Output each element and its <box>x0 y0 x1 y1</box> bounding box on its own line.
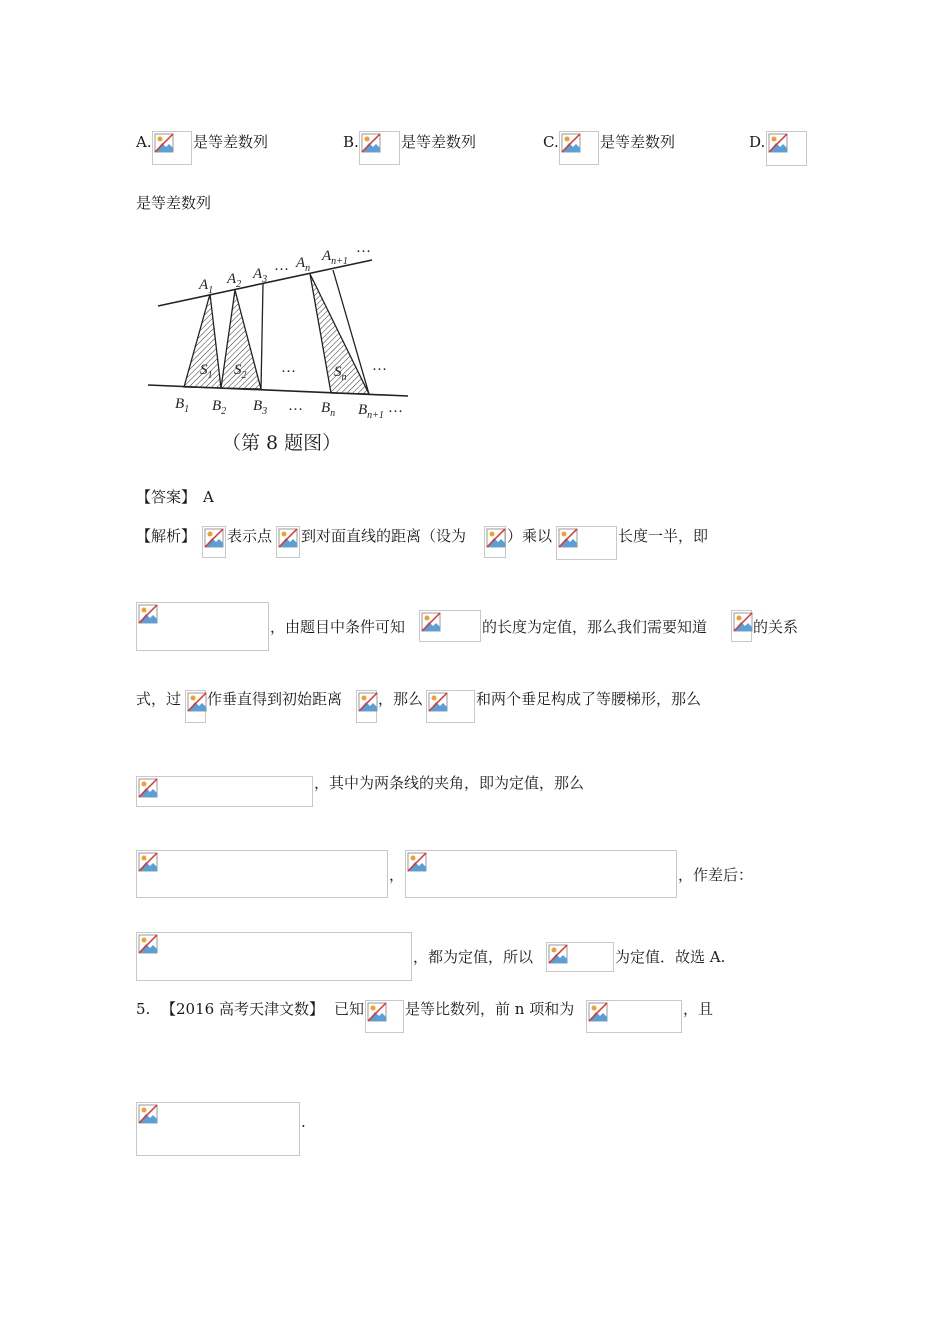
label-an: $A_n$ <box>296 255 311 274</box>
label-right-dots: … <box>372 358 387 374</box>
q5-text-4: . <box>301 1113 306 1131</box>
broken-image-icon <box>365 1000 404 1033</box>
figure-caption: （第 8 题图） <box>222 432 342 454</box>
label-bottom-dots-end: … <box>388 400 403 416</box>
option-a-text: 是等差数列 <box>193 133 269 151</box>
broken-image-icon <box>276 526 300 558</box>
broken-image-icon <box>136 850 388 898</box>
q5-text-1: 已知 <box>334 1000 365 1018</box>
analysis-text-3: ）乘以 <box>507 527 553 545</box>
segment-a3 <box>261 284 263 389</box>
q5-text-3: ，且 <box>683 1000 714 1018</box>
label-a3: $A_3$ <box>253 266 268 285</box>
analysis-text-10: ，那么 <box>378 690 424 708</box>
answer-label: 【答案】 <box>136 488 197 506</box>
broken-image-icon <box>152 131 192 165</box>
label-top-dots: … <box>274 258 289 274</box>
analysis-text-13: ， <box>389 866 405 884</box>
analysis-text-15: ，都为定值，所以 <box>413 948 534 966</box>
label-a1: $A_1$ <box>199 277 214 296</box>
label-a2: $A_2$ <box>227 271 242 290</box>
label-s2: $S_2$ <box>234 362 247 381</box>
analysis-text-7: 的关系 <box>753 618 799 636</box>
broken-image-icon <box>405 850 677 898</box>
label-top-dots-end: … <box>356 240 371 256</box>
option-a-label: A. <box>136 133 152 151</box>
broken-image-icon <box>136 602 269 651</box>
option-d-text: 是等差数列 <box>136 194 212 212</box>
label-b2: $B_2$ <box>212 398 227 417</box>
analysis-label: 【解析】 <box>136 527 197 545</box>
broken-image-icon <box>426 690 475 723</box>
broken-image-icon <box>546 942 614 972</box>
q5-number: 5. <box>136 1000 151 1018</box>
analysis-text-4: 长度一半，即 <box>618 527 709 545</box>
broken-image-icon <box>359 131 400 165</box>
broken-image-icon <box>556 526 617 560</box>
option-b-text: 是等差数列 <box>401 133 477 151</box>
option-c-label: C. <box>543 133 559 151</box>
analysis-text-2: 到对面直线的距离（设为 <box>301 527 467 545</box>
option-c-text: 是等差数列 <box>600 133 676 151</box>
q5-text-2: 是等比数列，前 n 项和为 <box>405 1000 575 1018</box>
label-bottom-dots: … <box>288 398 303 414</box>
analysis-text-9: 作垂直得到初始距离 <box>207 690 343 708</box>
label-s1: $S_1$ <box>200 362 213 381</box>
label-b1: $B_1$ <box>175 396 190 415</box>
analysis-text-16: 为定值．故选 A. <box>615 948 726 966</box>
broken-image-icon <box>766 131 807 166</box>
analysis-text-5: ，由题目中条件可知 <box>270 618 406 636</box>
analysis-text-11: 和两个垂足构成了等腰梯形，那么 <box>476 690 702 708</box>
broken-image-icon <box>731 610 752 642</box>
option-b-label: B. <box>343 133 359 151</box>
label-bn: $B_n$ <box>321 400 336 419</box>
label-middle-dots: … <box>281 360 296 376</box>
broken-image-icon <box>136 1102 300 1156</box>
broken-image-icon <box>136 776 313 807</box>
label-sn: $S_n$ <box>334 364 347 383</box>
broken-image-icon <box>586 1000 682 1033</box>
broken-image-icon <box>484 526 506 558</box>
q5-source: 【2016 高考天津文数】 <box>161 1000 324 1018</box>
analysis-text-14: ，作差后： <box>678 866 754 884</box>
label-b3: $B_3$ <box>253 398 268 417</box>
analysis-text-8: 式，过 <box>136 690 182 708</box>
analysis-text-12: ，其中为两条线的夹角，即为定值，那么 <box>314 774 585 792</box>
label-an1: $A_{n+1}$ <box>322 248 348 267</box>
broken-image-icon <box>356 690 377 723</box>
broken-image-icon <box>136 932 412 981</box>
label-bn1: $B_{n+1}$ <box>358 402 384 421</box>
analysis-text-6: 的长度为定值，那么我们需要知道 <box>482 618 708 636</box>
answer-value: A <box>203 488 214 506</box>
geometry-figure <box>140 232 410 460</box>
broken-image-icon <box>419 610 481 642</box>
broken-image-icon <box>559 131 599 165</box>
option-d-label: D. <box>749 133 766 151</box>
broken-image-icon <box>202 526 226 558</box>
analysis-text-1: 表示点 <box>227 527 273 545</box>
broken-image-icon <box>185 690 206 723</box>
